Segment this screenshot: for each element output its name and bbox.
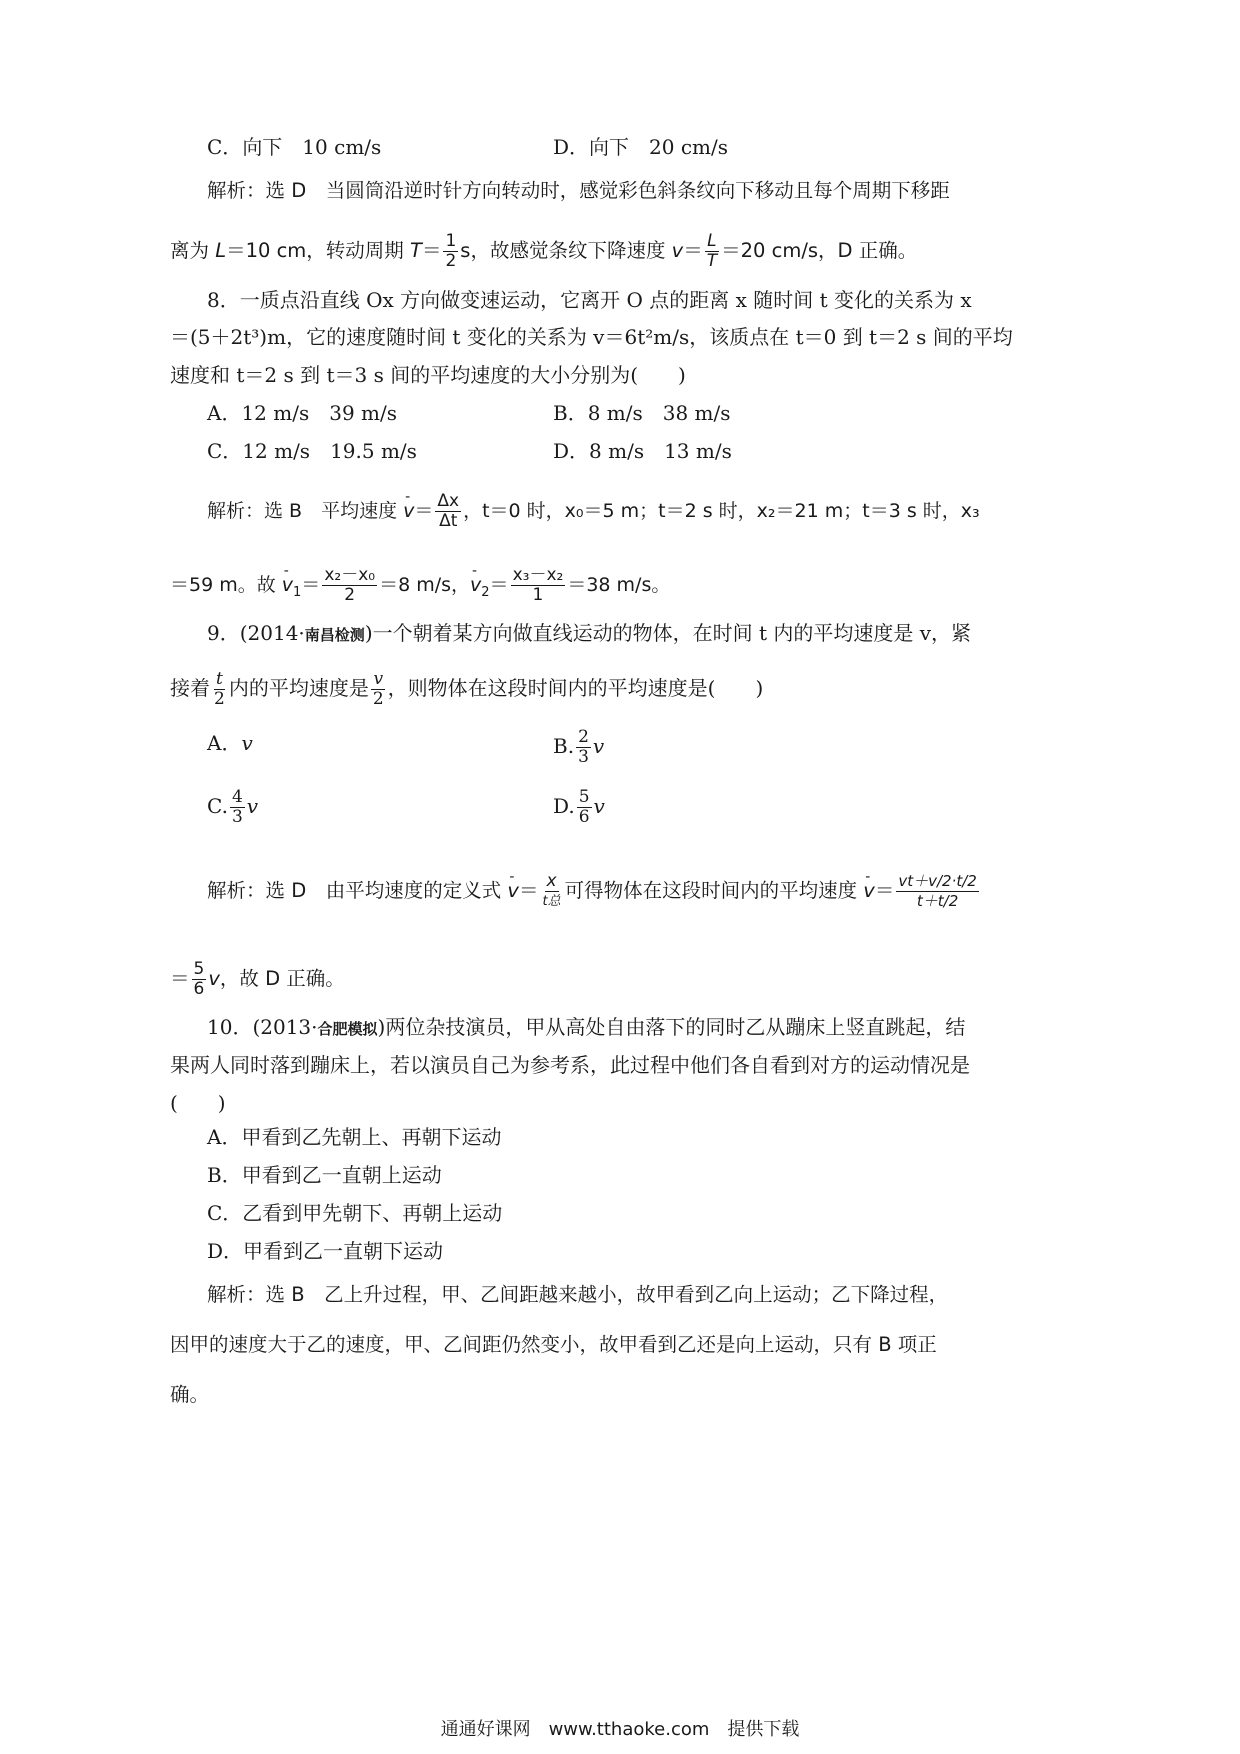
q9-option-d: D. $\frac{5}{6}$ v [553,787,605,827]
fraction: $\frac{5}{6}$ [193,959,205,999]
fraction: $\frac{5}{6}$ [578,787,590,827]
q10-option-d: D．甲看到乙一直朝下运动 [207,1239,444,1263]
q7-option-c: C．向下 10 cm/s [207,135,382,159]
q9-option-c: C. $\frac{4}{3}$ v [207,787,259,827]
q8-stem-line-3: 速度和 t＝2 s 到 t＝3 s 间的平均速度的大小分别为( ) [170,363,686,387]
q9-stem-line-2: 接着 $\frac{t}{2}$ 内的平均速度是 $\frac{v}{2}$ ，则物体在这段时间内的平均速度是( ) [170,669,764,709]
q10-stem-line-3: ( ) [170,1091,226,1115]
fraction: $\frac{v}{2}$ [372,669,384,709]
page-footer: 通通好课网 www.tthaoke.com 提供下载 [440,1719,800,1740]
q9-stem-line-1: 9．(2014·南昌检测)一个朝着某方向做直线运动的物体，在时间 t 内的平均速度是 v，紧 [207,621,972,645]
fraction: $\frac{\text{x₃－x₂}}{1}$ [512,565,564,605]
q7-explanation-line-2: 离为 L＝10 cm，转动周期 T＝ $\frac{1}{2}$ s，故感觉条纹下降速度 v＝ $\frac{L}{T}$ ＝20 cm/s，D 正确。 [170,231,918,271]
q8-option-b: B．8 m/s 38 m/s [553,401,731,425]
q10-option-a: A．甲看到乙先朝上、再朝下运动 [207,1125,502,1149]
fraction: $\frac{x}{\text{t总}}$ [542,871,561,909]
q10-option-c: C．乙看到甲先朝下、再朝上运动 [207,1201,503,1225]
fraction: $\frac{vt+v/2\cdot t/2}{t+t/2}$ [898,872,977,910]
q9-option-b: B. $\frac{2}{3}$ v [553,727,605,767]
fraction: $\frac{\Delta x}{\Delta t}$ [437,491,460,531]
fraction: $\frac{4}{3}$ [231,787,243,827]
q8-stem-line-1: 8．一质点沿直线 Ox 方向做变速运动，它离开 O 点的距离 x 随时间 t 变化的关系为 x [207,288,972,312]
q8-explanation-line-1: 解析：选 B 平均速度 - v＝ $\frac{\Delta x}{\Delta t}$ ，t＝0 时，x₀＝5 m；t＝2 s 时，x₂＝21 m；t＝3 s 时，x₃ [207,492,980,531]
q8-stem-line-2: ＝(5＋2t³)m，它的速度随时间 t 变化的关系为 v＝6t²m/s，该质点在 t＝0 到 t＝2 s 间的平均 [170,325,1013,349]
q10-stem-line-2: 果两人同时落到蹦床上，若以演员自己为参考系，此过程中他们各自看到对方的运动情况是 [170,1053,970,1077]
fraction: $\frac{L}{T}$ [706,231,718,271]
q9-explanation-line-2: ＝ $\frac{5}{6}$ v，故 D 正确。 [170,959,345,999]
q8-option-c: C．12 m/s 19.5 m/s [207,439,417,463]
q10-explanation-line-2: 因甲的速度大于乙的速度，甲、乙间距仍然变小，故甲看到乙还是向上运动，只有 B 项正 [170,1333,937,1356]
q10-stem-line-1: 10．(2013·合肥模拟)两位杂技演员，甲从高处自由落下的同时乙从蹦床上竖直跳起，结 [207,1015,966,1039]
q10-option-b: B．甲看到乙一直朝上运动 [207,1163,442,1187]
q9-explanation-line-1: 解析：选 D 由平均速度的定义式 - v＝ $\frac{x}{\text{t总}}$ 可得物体在这段时间内的平均速度 - v＝ $\frac{vt+v/2\cdot t/2}{t+t/2}$ [207,872,981,911]
q7-explanation-line-1: 解析：选 D 当圆筒沿逆时针方向转动时，感觉彩色斜条纹向下移动且每个周期下移距 [207,179,950,202]
q8-option-a: A．12 m/s 39 m/s [207,401,397,425]
q10-explanation-line-3: 确。 [170,1383,210,1406]
q7-option-d: D．向下 20 cm/s [553,135,729,159]
fraction: $\frac{t}{2}$ [214,669,225,709]
fraction: $\frac{\text{x₂－x₀}}{2}$ [324,565,376,605]
q8-option-d: D．8 m/s 13 m/s [553,439,732,463]
q9-option-a: A．v [207,731,253,755]
fraction: $\frac{1}{2}$ [445,231,457,271]
fraction: $\frac{2}{3}$ [578,727,589,767]
q10-explanation-line-1: 解析：选 B 乙上升过程，甲、乙间距越来越小，故甲看到乙向上运动；乙下降过程， [207,1283,949,1306]
q8-explanation-line-2: ＝59 m。故 - $v_1=$ $\frac{\text{x₂－x₀}}{2}$ ＝8 m/s，- $v_2=$ $\frac{\text{x₃－x₂}}{1}$ ＝38 m/s。 [170,566,670,606]
